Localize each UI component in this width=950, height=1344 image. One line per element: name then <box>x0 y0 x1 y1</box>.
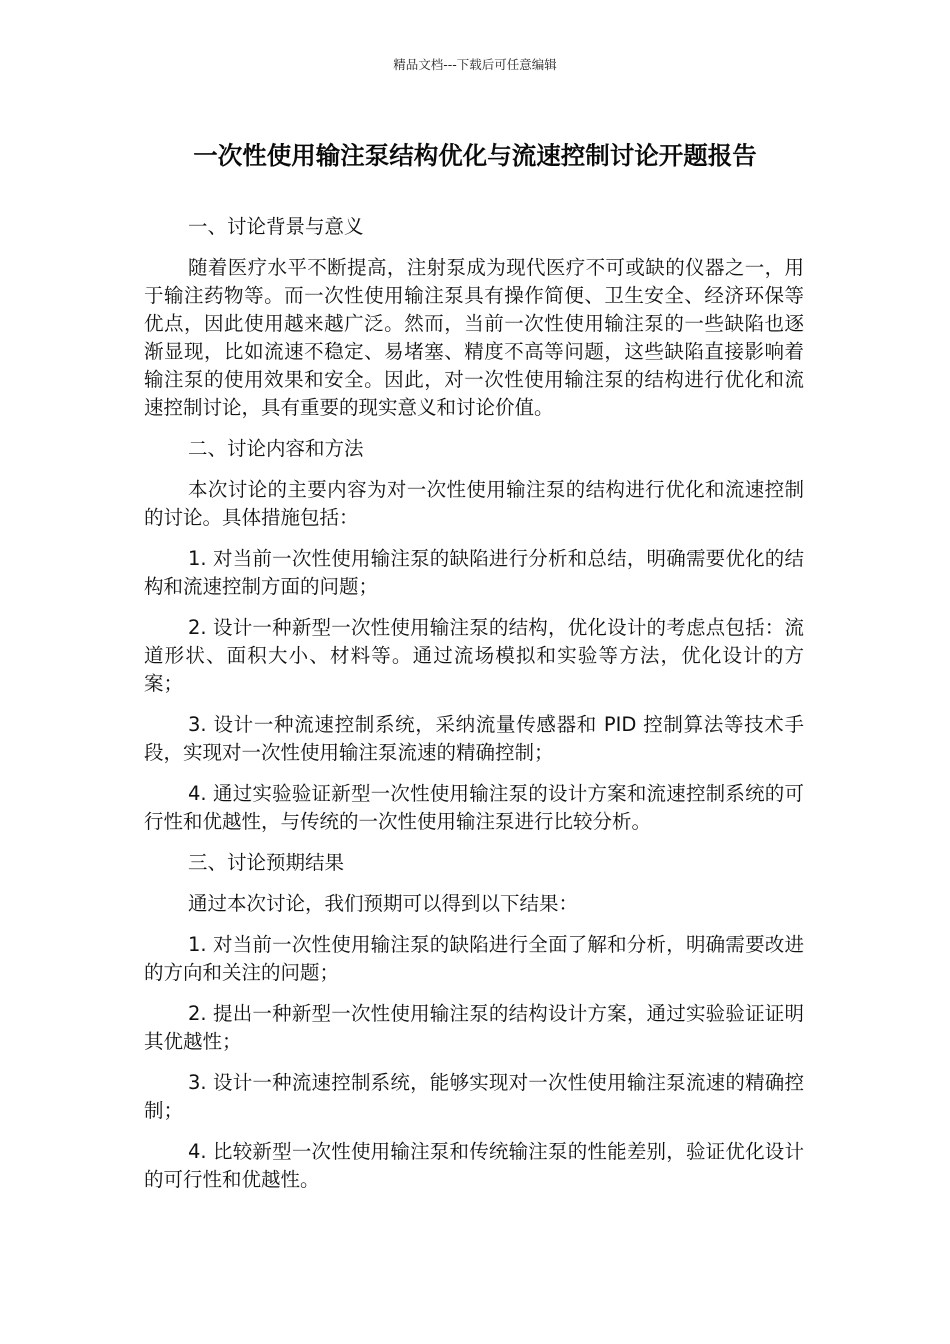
paragraph-content-intro: 本次讨论的主要内容为对一次性使用输注泵的结构进行优化和流速控制的讨论。具体措施包括： <box>144 478 804 529</box>
document-title: 一次性使用输注泵结构优化与流速控制讨论开题报告 <box>193 141 757 170</box>
list-item-content-1: 1. 对当前一次性使用输注泵的缺陷进行分析和总结，明确需要优化的结构和流速控制方面的问题； <box>144 547 804 598</box>
list-item-content-2: 2. 设计一种新型一次性使用输注泵的结构，优化设计的考虑点包括：流道形状、面积大小、材料等。通过流场模拟和实验等方法，优化设计的方案； <box>144 616 804 695</box>
document-body <box>144 213 804 1207</box>
list-item-content-3: 3. 设计一种流速控制系统，采纳流量传感器和 PID 控制算法等技术手段，实现对一次性使用输注泵流速的精确控制； <box>144 713 804 764</box>
list-item-result-3: 3. 设计一种流速控制系统，能够实现对一次性使用输注泵流速的精确控制； <box>144 1071 804 1122</box>
list-item-result-1: 1. 对当前一次性使用输注泵的缺陷进行全面了解和分析，明确需要改进的方向和关注的问题； <box>144 933 804 984</box>
section-heading-background: 一、讨论背景与意义 <box>188 215 364 238</box>
paragraph-background: 随着医疗水平不断提高，注射泵成为现代医疗不可或缺的仪器之一，用于输注药物等。而一次性使用输注泵具有操作简便、卫生安全、经济环保等优点，因此使用越来越广泛。然而，当前一次性使用输注泵的一些缺陷也逐渐显现，比如流速不稳定、易堵塞、精度不高等问题，这些缺陷直接影响着输注泵的使用效果和安全。因此，对一次性使用输注泵的结构进行优化和流速控制讨论，具有重要的现实意义和讨论价值。 <box>144 256 804 419</box>
list-item-result-2: 2. 提出一种新型一次性使用输注泵的结构设计方案，通过实验验证证明其优越性； <box>144 1002 804 1053</box>
section-heading-content-method: 二、讨论内容和方法 <box>188 437 364 460</box>
header-note: 精品文档---下载后可任意编辑 <box>393 57 557 72</box>
paragraph-results-intro: 通过本次讨论，我们预期可以得到以下结果： <box>188 892 579 915</box>
section-heading-expected-results: 三、讨论预期结果 <box>188 851 345 874</box>
list-item-content-4: 4. 通过实验验证新型一次性使用输注泵的设计方案和流速控制系统的可行性和优越性，与传统的一次性使用输注泵进行比较分析。 <box>144 782 804 833</box>
list-item-result-4: 4. 比较新型一次性使用输注泵和传统输注泵的性能差别，验证优化设计的可行性和优越性。 <box>144 1140 804 1191</box>
